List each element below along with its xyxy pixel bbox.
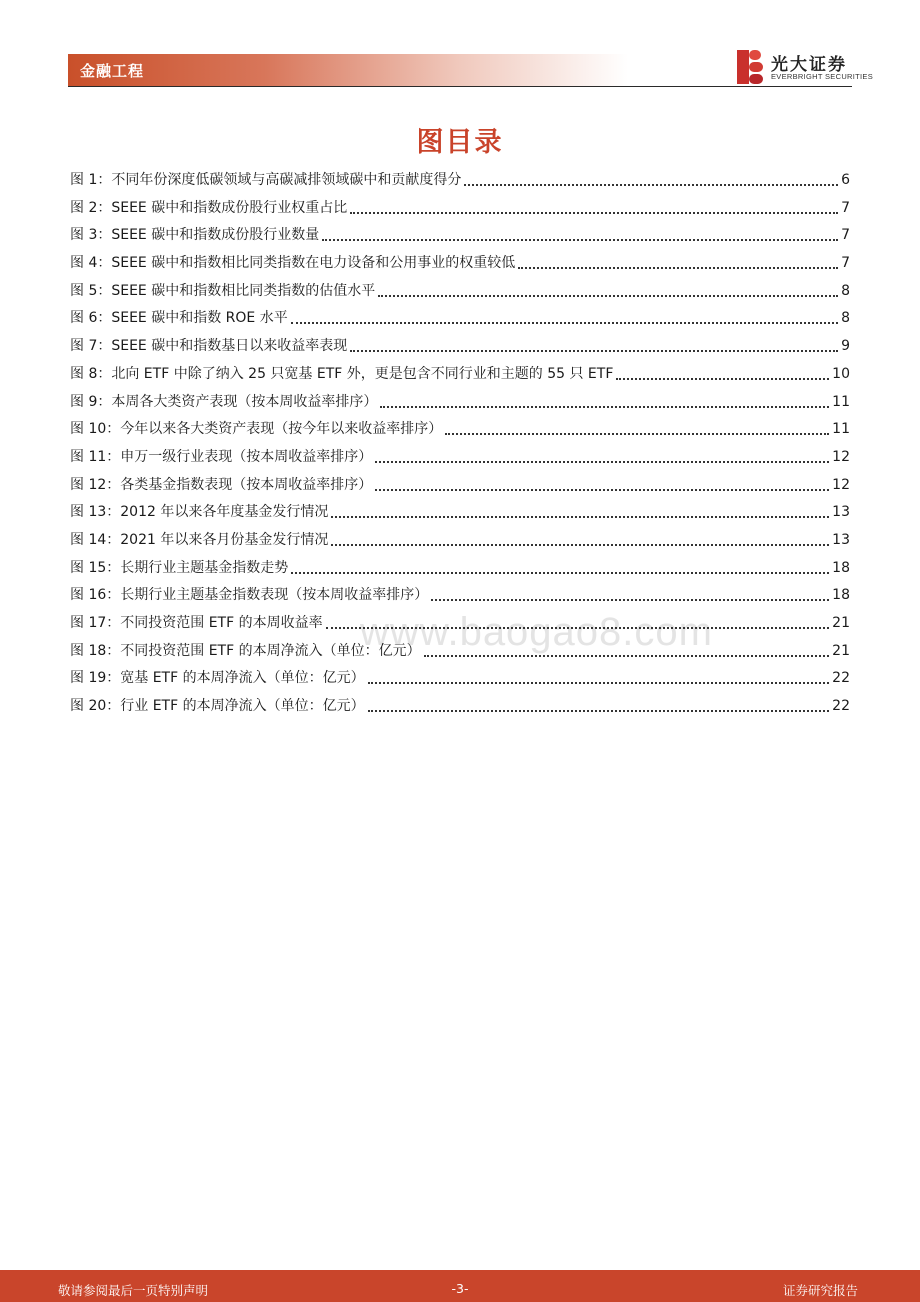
footer-disclaimer: 敬请参阅最后一页特别声明 [58,1283,209,1298]
toc-entry-label: 图 2：SEEE 碳中和指数成份股行业权重占比 [70,199,348,216]
toc-entry[interactable] [70,305,850,333]
watermark: www.baogao8.com [360,610,713,654]
toc-entry-page: 7 [841,199,850,216]
toc-leader-dots [331,502,829,518]
toc-leader-dots [616,364,829,380]
toc-leader-dots [518,253,838,269]
toc-entry-page: 8 [841,310,850,327]
toc-entry[interactable] [70,416,850,444]
toc-leader-dots [375,447,829,463]
toc-entry[interactable] [70,195,850,223]
toc-entry-label: 图 1：不同年份深度低碳领域与高碳减排领域碳中和贡献度得分 [70,172,462,188]
toc-entry-label: 图 3：SEEE 碳中和指数成份股行业数量 [70,227,320,244]
toc-leader-dots [291,558,829,574]
toc-entry[interactable] [70,693,850,721]
toc-entry-label: 图 15：长期行业主题基金指数走势 [70,559,289,576]
toc-entry-label: 图 16：长期行业主题基金指数表现（按本周收益率排序） [70,587,429,604]
toc-entry-label: 图 5：SEEE 碳中和指数相比同类指数的估值水平 [70,282,376,299]
toc-entry-page: 21 [832,642,850,659]
toc-leader-dots [445,419,829,435]
toc-entry-page: 6 [841,172,850,188]
header-band [68,54,628,87]
toc-entry-page: 13 [832,504,850,521]
page-title: 图目录 [416,127,504,158]
toc-entry-page: 7 [841,227,850,244]
toc-entry-label: 图 9：本周各大类资产表现（按本周收益率排序） [70,393,378,410]
toc-entry-page: 7 [841,255,850,272]
toc-leader-dots [291,308,838,324]
toc-entry-page: 13 [832,531,850,548]
toc-entry-label: 图 20：行业 ETF 的本周净流入（单位：亿元） [70,698,365,715]
toc-entry-page: 11 [832,421,850,438]
toc-entry[interactable] [70,499,850,527]
logo-text-cn: 光大证券 [771,55,847,75]
logo-text-en: EVERBRIGHT SECURITIES [771,72,874,81]
toc-entry-label: 图 6：SEEE 碳中和指数 ROE 水平 [70,310,288,327]
table-of-figures [70,167,850,721]
toc-entry[interactable] [70,582,850,610]
toc-entry-page: 18 [832,559,850,576]
toc-entry-page: 18 [832,587,850,604]
section-label: 金融工程 [80,62,145,80]
toc-entry-label: 图 8：北向 ETF 中除了纳入 25 只宽基 ETF 外，更是包含不同行业和主题的 55 只 ETF [70,365,614,382]
toc-entry[interactable] [70,444,850,472]
toc-leader-dots [464,170,838,186]
toc-entry-page: 11 [832,393,850,410]
toc-entry[interactable] [70,361,850,389]
footer-report-type: 证券研究报告 [782,1283,858,1298]
toc-leader-dots [350,336,838,352]
toc-entry[interactable] [70,527,850,555]
toc-entry[interactable] [70,472,850,500]
toc-entry[interactable] [70,665,850,693]
toc-leader-dots [378,281,838,297]
toc-entry-label: 图 11：申万一级行业表现（按本周收益率排序） [70,448,373,465]
toc-leader-dots [368,668,830,684]
toc-entry[interactable] [70,555,850,583]
toc-entry-label: 图 7：SEEE 碳中和指数基日以来收益率表现 [70,338,348,355]
toc-entry-page: 12 [832,448,850,465]
toc-entry[interactable] [70,389,850,417]
toc-entry-label: 图 14：2021 年以来各月份基金发行情况 [70,531,329,548]
toc-entry-page: 22 [832,698,850,715]
header-divider [68,86,852,87]
toc-entry[interactable] [70,610,850,638]
toc-entry-page: 21 [832,615,850,631]
toc-leader-dots [350,198,838,214]
toc-leader-dots [331,530,829,546]
everbright-logo-icon [737,50,765,84]
toc-entry-page: 9 [841,338,850,355]
toc-leader-dots [326,613,830,629]
toc-entry[interactable] [70,638,850,666]
toc-entry[interactable] [70,222,850,250]
toc-entry-label: 图 18：不同投资范围 ETF 的本周净流入（单位：亿元） [70,642,421,659]
toc-entry-page: 12 [832,476,850,493]
toc-leader-dots [431,585,829,601]
toc-entry-label: 图 13：2012 年以来各年度基金发行情况 [70,504,329,521]
toc-entry[interactable] [70,278,850,306]
toc-entry-label: 图 17：不同投资范围 ETF 的本周收益率 [70,615,323,631]
toc-leader-dots [424,641,830,657]
toc-entry-page: 8 [841,282,850,299]
toc-entry[interactable] [70,167,850,195]
toc-entry-label: 图 4：SEEE 碳中和指数相比同类指数在电力设备和公用事业的权重较低 [70,255,516,272]
toc-entry-page: 22 [832,670,850,687]
page-number: -3- [451,1281,469,1296]
toc-entry-page: 10 [832,365,850,382]
toc-entry[interactable] [70,250,850,278]
toc-leader-dots [380,392,829,408]
toc-leader-dots [322,225,838,241]
toc-leader-dots [368,696,830,712]
toc-entry[interactable] [70,333,850,361]
toc-leader-dots [375,475,829,491]
toc-entry-label: 图 12：各类基金指数表现（按本周收益率排序） [70,476,373,493]
toc-entry-label: 图 10：今年以来各大类资产表现（按今年以来收益率排序） [70,421,443,438]
toc-entry-label: 图 19：宽基 ETF 的本周净流入（单位：亿元） [70,670,365,687]
